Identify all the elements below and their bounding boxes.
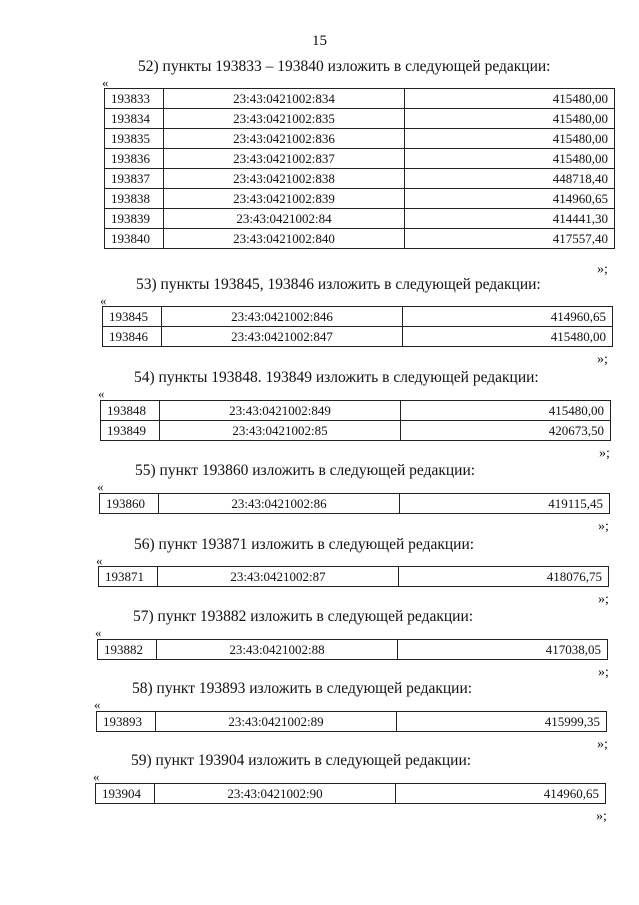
close-quote: »; [597,262,608,277]
section-heading: 54) пункты 193848. 193849 изложить в следующей редакции: [134,369,539,386]
cadastral-number-cell: 23:43:0421002:89 [156,712,397,732]
cadastral-table [97,639,608,660]
cadastral-value-cell: 415480,00 [405,89,615,109]
table-row [105,209,615,229]
close-quote: »; [596,809,607,824]
row-number-cell: 193848 [101,401,160,421]
section-heading: 52) пункты 193833 – 193840 изложить в следующей редакции: [138,58,551,75]
row-number-cell: 193871 [99,567,158,587]
table-row [105,229,615,249]
cadastral-number-cell: 23:43:0421002:839 [164,189,405,209]
row-number-cell: 193839 [105,209,164,229]
row-number-cell: 193893 [97,712,156,732]
open-quote: « [97,479,104,494]
cadastral-number-cell: 23:43:0421002:85 [160,421,401,441]
row-number-cell: 193836 [105,149,164,169]
close-quote: »; [598,665,609,680]
table-row [96,784,606,804]
cadastral-value-cell: 448718,40 [405,169,615,189]
section-heading: 58) пункт 193893 изложить в следующей редакции: [132,680,473,697]
cadastral-value-cell: 414960,65 [396,784,606,804]
cadastral-number-cell: 23:43:0421002:90 [155,784,396,804]
open-quote: « [93,769,100,784]
open-quote: « [94,697,101,712]
page-number: 15 [312,33,327,49]
table-row [99,567,609,587]
open-quote: « [96,553,103,568]
section-heading: 53) пункты 193845, 193846 изложить в следующей редакции: [136,276,541,293]
cadastral-number-cell: 23:43:0421002:87 [158,567,399,587]
cadastral-value-cell: 415480,00 [405,129,615,149]
table-row [105,109,615,129]
row-number-cell: 193833 [105,89,164,109]
table-row [105,189,615,209]
open-quote: « [98,386,105,401]
open-quote: « [102,75,109,90]
cadastral-table [102,306,613,347]
row-number-cell: 193849 [101,421,160,441]
cadastral-value-cell: 414960,65 [405,189,615,209]
table-row [105,129,615,149]
table-row [105,89,615,109]
cadastral-number-cell: 23:43:0421002:840 [164,229,405,249]
cadastral-number-cell: 23:43:0421002:88 [157,640,398,660]
section-heading: 56) пункт 193871 изложить в следующей редакции: [134,536,475,553]
close-quote: »; [599,446,610,461]
cadastral-value-cell: 414960,65 [403,307,613,327]
cadastral-table [100,400,611,441]
row-number-cell: 193840 [105,229,164,249]
row-number-cell: 193838 [105,189,164,209]
cadastral-number-cell: 23:43:0421002:834 [164,89,405,109]
section-heading: 55) пункт 193860 изложить в следующей редакции: [135,462,476,479]
open-quote: « [100,293,107,308]
close-quote: »; [598,519,609,534]
table-row [101,421,611,441]
cadastral-number-cell: 23:43:0421002:838 [164,169,405,189]
cadastral-number-cell: 23:43:0421002:86 [159,494,400,514]
table-row [100,494,610,514]
row-number-cell: 193904 [96,784,155,804]
table-row [101,401,611,421]
cadastral-value-cell: 415480,00 [403,327,613,347]
section-heading: 59) пункт 193904 изложить в следующей редакции: [131,752,472,769]
cadastral-table [99,493,610,514]
table-row [98,640,608,660]
table-row [103,307,613,327]
cadastral-number-cell: 23:43:0421002:846 [162,307,403,327]
cadastral-value-cell: 414441,30 [405,209,615,229]
cadastral-number-cell: 23:43:0421002:835 [164,109,405,129]
row-number-cell: 193882 [98,640,157,660]
table-row [105,169,615,189]
table-row [105,149,615,169]
table-row [103,327,613,347]
row-number-cell: 193834 [105,109,164,129]
cadastral-number-cell: 23:43:0421002:84 [164,209,405,229]
close-quote: »; [597,737,608,752]
cadastral-number-cell: 23:43:0421002:837 [164,149,405,169]
cadastral-number-cell: 23:43:0421002:847 [162,327,403,347]
table-row [97,712,607,732]
row-number-cell: 193845 [103,307,162,327]
cadastral-value-cell: 418076,75 [399,567,609,587]
section-heading: 57) пункт 193882 изложить в следующей редакции: [133,608,474,625]
cadastral-value-cell: 415999,35 [397,712,607,732]
close-quote: »; [597,352,608,367]
row-number-cell: 193860 [100,494,159,514]
cadastral-value-cell: 420673,50 [401,421,611,441]
cadastral-table [104,88,615,249]
close-quote: »; [598,592,609,607]
cadastral-table [95,783,606,804]
cadastral-value-cell: 415480,00 [401,401,611,421]
cadastral-table [98,566,609,587]
open-quote: « [95,625,102,640]
cadastral-value-cell: 417557,40 [405,229,615,249]
row-number-cell: 193837 [105,169,164,189]
row-number-cell: 193846 [103,327,162,347]
cadastral-value-cell: 415480,00 [405,149,615,169]
cadastral-number-cell: 23:43:0421002:836 [164,129,405,149]
cadastral-number-cell: 23:43:0421002:849 [160,401,401,421]
cadastral-value-cell: 415480,00 [405,109,615,129]
row-number-cell: 193835 [105,129,164,149]
cadastral-value-cell: 417038,05 [398,640,608,660]
cadastral-value-cell: 419115,45 [400,494,610,514]
cadastral-table [96,711,607,732]
